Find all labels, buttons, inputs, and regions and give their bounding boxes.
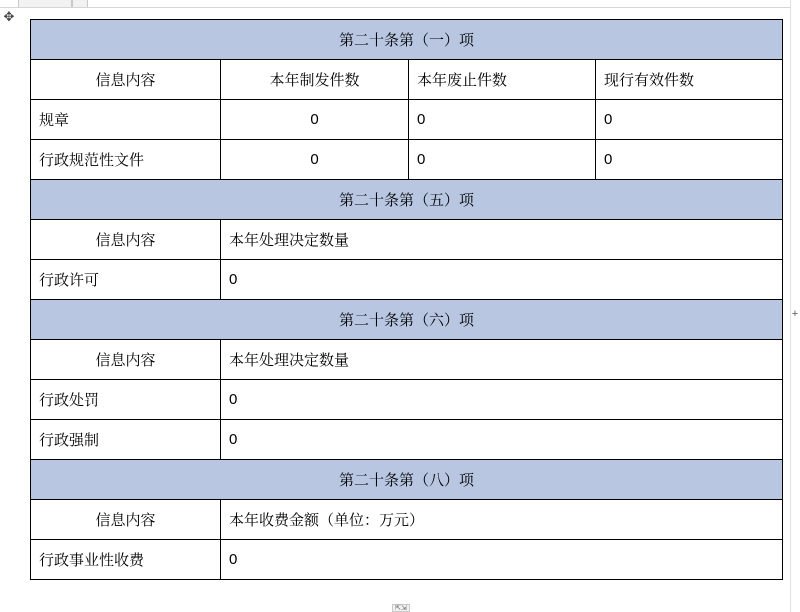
column-header: 信息内容 <box>31 220 221 260</box>
row-label: 行政许可 <box>31 260 221 300</box>
section-title: 第二十条第（五）项 <box>31 180 783 220</box>
row-label: 规章 <box>31 100 221 140</box>
table-row <box>31 60 783 100</box>
row-label: 行政处罚 <box>31 380 221 420</box>
cell-value: 0 <box>221 260 783 300</box>
cell-value: 0 <box>221 420 783 460</box>
cell-value: 0 <box>596 100 783 140</box>
plus-icon[interactable]: + <box>791 308 799 320</box>
right-rail <box>790 0 800 612</box>
cell-value: 0 <box>409 100 596 140</box>
column-header: 本年收费金额（单位：万元） <box>221 500 783 540</box>
cell-value: 0 <box>221 100 409 140</box>
column-header: 信息内容 <box>31 340 221 380</box>
row-label: 行政事业性收费 <box>31 540 221 580</box>
table-row <box>31 220 783 260</box>
table-row <box>31 260 783 300</box>
section-title: 第二十条第（八）项 <box>31 460 783 500</box>
table-row <box>31 340 783 380</box>
table-row <box>31 380 783 420</box>
table-row <box>31 20 783 60</box>
table-row <box>31 140 783 180</box>
cell-value: 0 <box>596 140 783 180</box>
row-label: 行政规范性文件 <box>31 140 221 180</box>
table-row <box>31 420 783 460</box>
cell-value: 0 <box>221 140 409 180</box>
ruler-segment <box>72 0 88 7</box>
table-row <box>31 540 783 580</box>
table-row <box>31 460 783 500</box>
table-row <box>31 500 783 540</box>
column-header: 本年废止件数 <box>409 60 596 100</box>
section-title: 第二十条第（一）项 <box>31 20 783 60</box>
column-header: 本年处理决定数量 <box>221 340 783 380</box>
cell-value: 0 <box>409 140 596 180</box>
row-label: 行政强制 <box>31 420 221 460</box>
cell-value: 0 <box>221 540 783 580</box>
column-header: 本年制发件数 <box>221 60 409 100</box>
column-header: 现行有效件数 <box>596 60 783 100</box>
column-header: 信息内容 <box>31 60 221 100</box>
disclosure-statistics-table <box>30 19 783 580</box>
column-header: 本年处理决定数量 <box>221 220 783 260</box>
table-row <box>31 300 783 340</box>
table-row <box>31 180 783 220</box>
document-body <box>30 19 782 580</box>
table-row <box>31 100 783 140</box>
resize-handle[interactable]: ⇱⇲ <box>392 604 410 612</box>
column-header: 信息内容 <box>31 500 221 540</box>
section-title: 第二十条第（六）项 <box>31 300 783 340</box>
cell-value: 0 <box>221 380 783 420</box>
horizontal-ruler[interactable] <box>0 0 800 8</box>
ruler-segment <box>18 0 72 7</box>
move-icon[interactable]: ✥ <box>3 9 15 24</box>
